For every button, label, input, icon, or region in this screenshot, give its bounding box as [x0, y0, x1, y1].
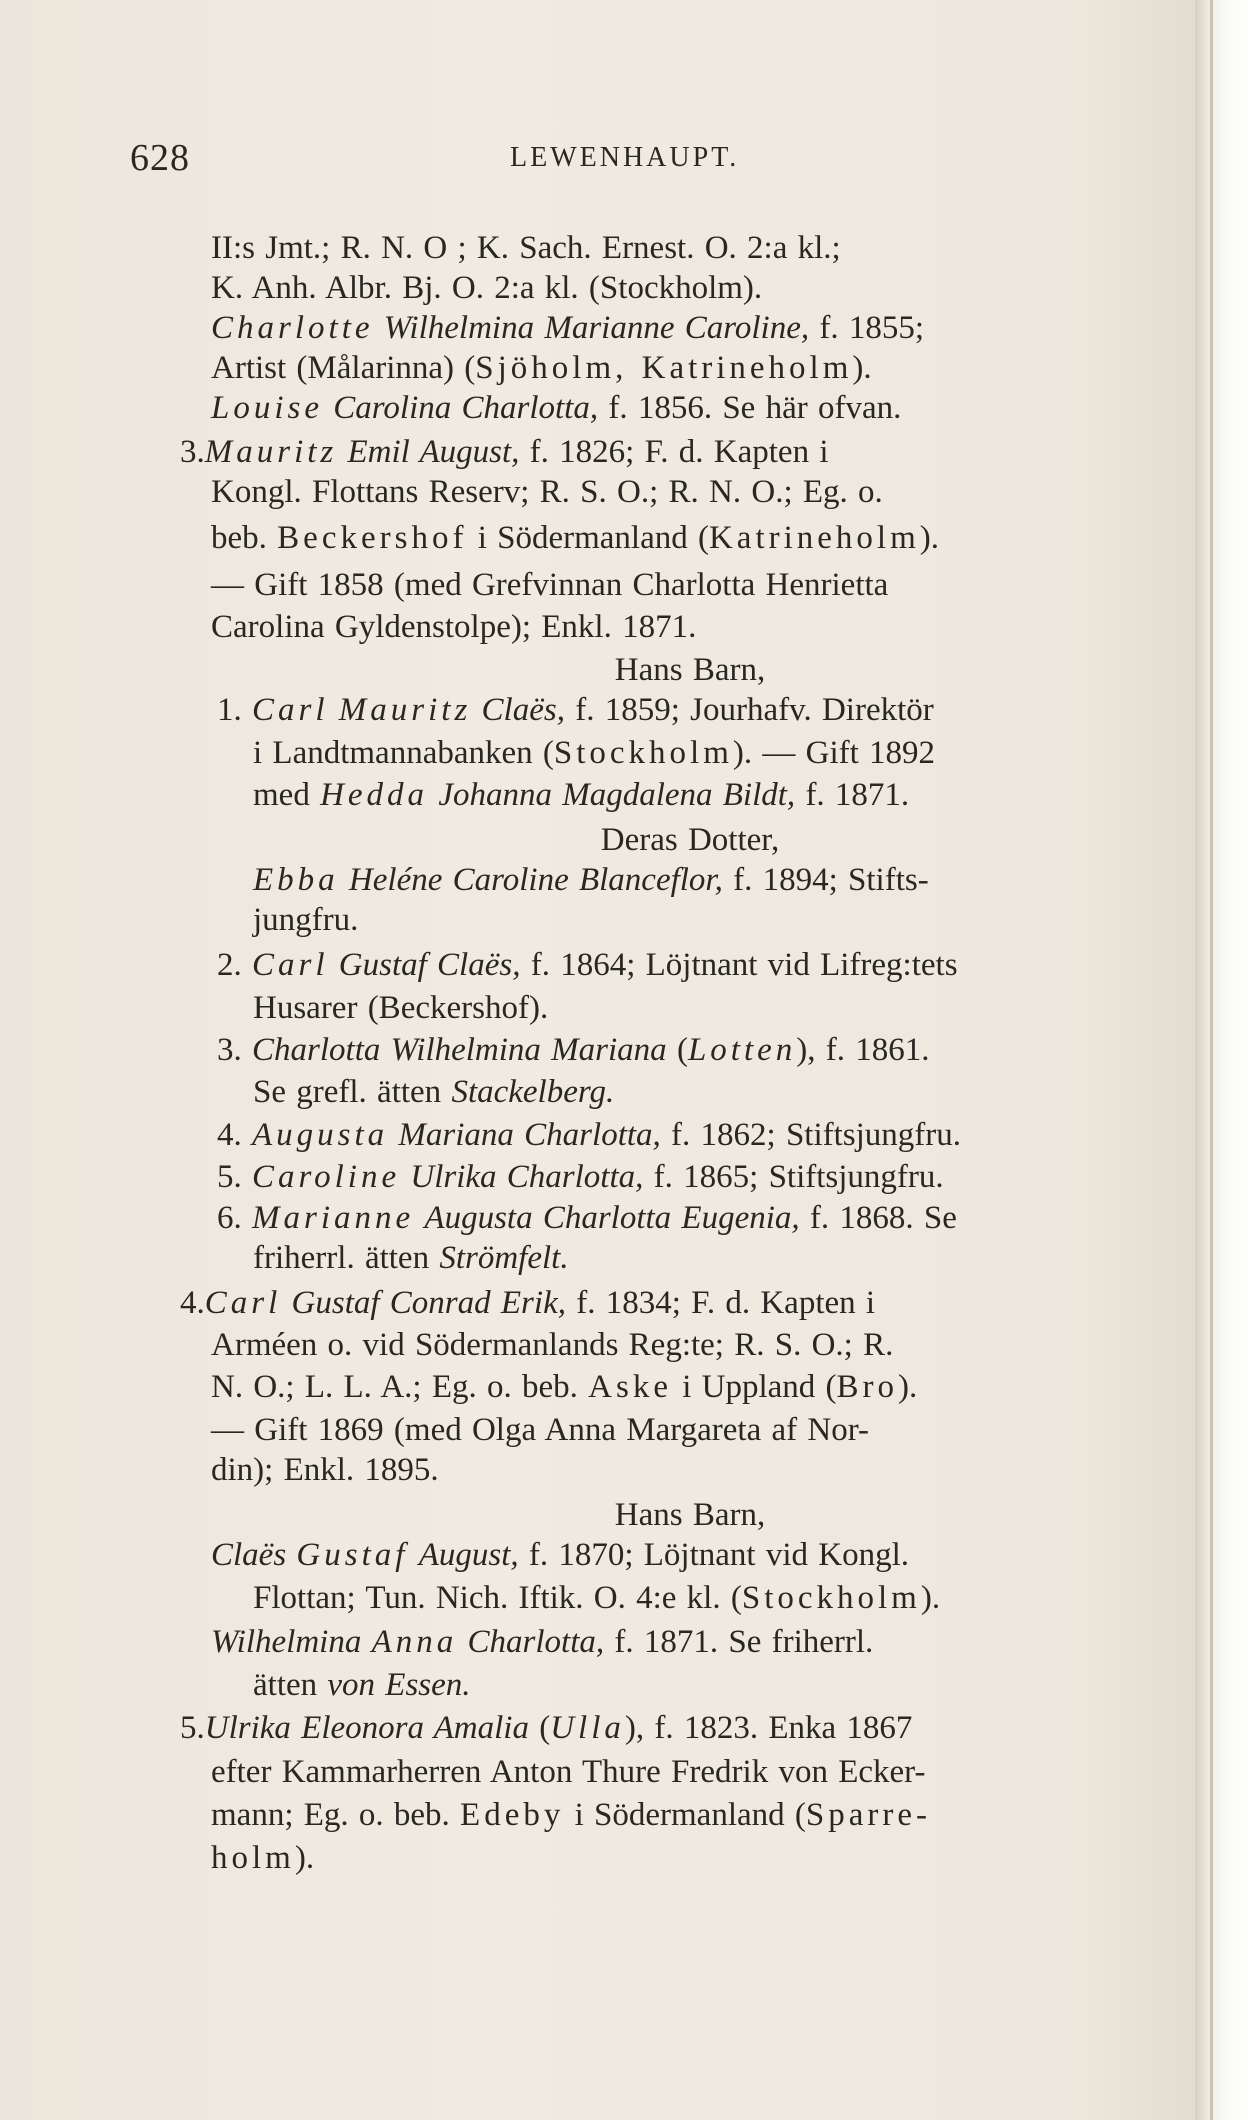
family-ref: Strömfelt. — [439, 1240, 569, 1276]
name-italic: Claës, — [481, 692, 565, 728]
text-line — [211, 228, 841, 268]
name-spaced: Ulla — [550, 1710, 625, 1746]
name-spaced: Hedda — [320, 777, 429, 813]
text-line — [211, 565, 888, 605]
entry-number: 1. — [217, 692, 252, 728]
name-italic: Ulrika Charlotta, — [410, 1159, 644, 1195]
place-spaced: Bro — [836, 1369, 899, 1405]
name-italic: Augusta Charlotta Eugenia, — [424, 1200, 800, 1236]
page-number: 628 — [130, 137, 190, 179]
place-spaced: Stockholm — [553, 735, 733, 771]
text-line — [211, 308, 924, 348]
text-line — [253, 775, 909, 815]
section-heading — [210, 820, 1170, 860]
text-line — [211, 1450, 439, 1490]
name-italic: Wilhelmina Marianne Caroline, — [383, 310, 810, 346]
line-text: ). — [294, 1840, 315, 1876]
text-line — [253, 1578, 940, 1618]
name-spaced: Gustaf — [296, 1537, 409, 1573]
line-text: jungfru. — [253, 902, 359, 938]
name-spaced: Carl — [252, 947, 329, 983]
line-text: N. O.; L. L. A.; Eg. o. beb. — [211, 1369, 589, 1405]
entry-number: 4. — [217, 1117, 252, 1153]
line-text: f. 1894; Stifts- — [722, 862, 929, 898]
line-text: beb. — [211, 520, 278, 556]
running-head: LEWENHAUPT. — [510, 142, 740, 173]
space — [457, 1624, 467, 1660]
name-italic: Wilhelmina — [211, 1624, 362, 1660]
line-text: f. 1864; Löjtnant vid Lifreg:tets — [520, 947, 958, 983]
family-ref: von Essen. — [327, 1667, 471, 1703]
text-line — [180, 432, 829, 472]
space — [323, 390, 333, 426]
line-text: Artist (Målarinna) ( — [211, 350, 476, 386]
space — [339, 862, 349, 898]
text-line — [211, 607, 696, 647]
line-text: Arméen o. vid Södermanlands Reg:te; R. S. O.; R. — [211, 1327, 894, 1363]
section-heading — [210, 650, 1170, 690]
text-line — [180, 1708, 912, 1748]
text-line — [211, 268, 762, 308]
line-text: II:s Jmt.; R. N. O ; K. Sach. Ernest. O. 2:a kl.; — [211, 230, 841, 266]
text-line — [217, 945, 958, 985]
space — [361, 1624, 371, 1660]
entry-number: 3. — [180, 434, 205, 470]
text-line — [211, 518, 939, 558]
text-line — [211, 1752, 925, 1792]
place-spaced: Beckershof — [277, 520, 468, 556]
text-line — [253, 1238, 569, 1278]
space — [408, 1537, 418, 1573]
name-spaced: Augusta — [252, 1117, 389, 1153]
line-text: Kongl. Flottans Reserv; R. S. O.; R. N. O.; Eg. o. — [211, 474, 883, 510]
name-italic: Gustaf Conrad Erik, — [291, 1285, 566, 1321]
space — [388, 1117, 398, 1153]
text-line — [217, 1198, 957, 1238]
line-text: ). — [852, 350, 872, 386]
entry-number: 5. — [180, 1710, 205, 1746]
place-spaced: Sparre- — [805, 1797, 932, 1833]
entry-number: 5. — [217, 1159, 252, 1195]
space — [286, 1537, 296, 1573]
line-text: f. 1871. Se friherrl. — [604, 1624, 874, 1660]
place-spaced: Edeby — [460, 1797, 565, 1833]
line-text: — Gift 1858 (med Grefvinnan Charlotta Henrietta — [211, 567, 889, 603]
name-italic: Ulrika Eleonora Amalia — [204, 1710, 529, 1746]
line-text: f. 1859; Jourhafv. Direktör — [564, 692, 934, 728]
name-italic: Heléne Caroline Blanceflor, — [348, 862, 723, 898]
name-spaced: Ebba — [253, 862, 339, 898]
space — [414, 1200, 424, 1236]
line-text: f. 1862; Stiftsjungfru. — [660, 1117, 962, 1153]
line-text: mann; Eg. o. beb. — [211, 1797, 461, 1833]
space — [281, 1285, 291, 1321]
space — [337, 434, 347, 470]
space — [329, 947, 339, 983]
name-spaced: Charlotte — [211, 310, 374, 346]
entry-number: 4. — [180, 1285, 205, 1321]
book-spine — [1195, 0, 1256, 2120]
name-spaced: Mauritz — [204, 434, 338, 470]
line-text: K. Anh. Albr. Bj. O. 2:a kl. (Stockholm). — [211, 270, 763, 306]
text-line — [211, 1622, 873, 1662]
line-text: f. 1868. Se — [799, 1200, 957, 1236]
text-line — [253, 1665, 471, 1705]
line-text: f. 1856. Se här ofvan. — [598, 390, 902, 426]
name-spaced: Carl — [252, 692, 329, 728]
family-ref: Stackelberg. — [451, 1074, 615, 1110]
name-italic: Mariana Charlotta, — [398, 1117, 661, 1153]
line-text: f. 1855; — [809, 310, 925, 346]
section-heading — [210, 1495, 1170, 1535]
text-line — [211, 1838, 314, 1878]
text-line — [217, 690, 934, 730]
line-text: i Landtmannabanken ( — [253, 735, 554, 771]
name-italic: Charlotta, — [467, 1624, 605, 1660]
entry-number: 6. — [217, 1200, 252, 1236]
line-text: ( — [528, 1710, 551, 1746]
line-text: Carolina Gyldenstolpe); Enkl. 1871. — [211, 609, 697, 645]
line-text: ), f. 1823. Enka 1867 — [624, 1710, 913, 1746]
text-line — [211, 1795, 931, 1835]
line-text: Husarer (Beckershof). — [253, 990, 549, 1026]
line-text: ), f. 1861. — [796, 1032, 930, 1068]
name-spaced: Carl — [204, 1285, 282, 1321]
name-spaced: Mauritz — [338, 692, 472, 728]
line-text: i Södermanland ( — [467, 520, 709, 556]
text-line — [253, 860, 929, 900]
line-text: f. 1865; Stiftsjungfru. — [643, 1159, 944, 1195]
text-line — [211, 1367, 917, 1407]
space — [329, 692, 339, 728]
line-text: Se grefl. ätten — [253, 1074, 452, 1110]
spine-edge — [1210, 0, 1213, 2120]
name-italic: Johanna Magdalena Bildt, — [438, 777, 796, 813]
line-text: Deras Dotter, — [600, 822, 780, 858]
text-line — [253, 988, 548, 1028]
line-text: Hans Barn, — [614, 1497, 766, 1533]
name-spaced: Marianne — [252, 1200, 415, 1236]
text-line — [253, 733, 935, 773]
name-spaced: Anna — [371, 1624, 458, 1660]
line-text: Flottan; Tun. Nich. Iftik. O. 4:e kl. ( — [253, 1580, 742, 1616]
text-line — [211, 1410, 869, 1450]
entry-number: 2. — [217, 947, 252, 983]
text-line — [253, 900, 358, 940]
text-line — [211, 388, 901, 428]
space — [428, 777, 438, 813]
place-spaced: Katrineholm — [708, 520, 920, 556]
name-italic: August, — [418, 1537, 519, 1573]
line-text: ). — [898, 1369, 918, 1405]
name-spaced: Lotten — [687, 1032, 797, 1068]
name-spaced: Louise — [211, 390, 324, 426]
text-line — [211, 472, 883, 512]
entry-number: 3. — [217, 1032, 252, 1068]
space — [374, 310, 384, 346]
line-text: ). — Gift 1892 — [732, 735, 936, 771]
place-spaced: Aske — [588, 1369, 672, 1405]
place-spaced: holm — [211, 1840, 295, 1876]
text-line — [180, 1283, 875, 1323]
place-spaced: Stockholm — [741, 1580, 921, 1616]
line-text: — Gift 1869 (med Olga Anna Margareta af Nor- — [211, 1412, 870, 1448]
text-line — [217, 1030, 930, 1070]
name-italic: Charlotta Wilhelmina Mariana — [252, 1032, 667, 1068]
line-text: din); Enkl. 1895. — [211, 1452, 439, 1488]
space — [400, 1159, 410, 1195]
text-line — [217, 1157, 944, 1197]
line-text: friherrl. ätten — [253, 1240, 440, 1276]
text-line — [253, 1072, 614, 1112]
text-line — [211, 348, 872, 388]
line-text: f. 1870; Löjtnant vid Kongl. — [518, 1537, 909, 1573]
line-text: ). — [920, 1580, 941, 1616]
line-text: f. 1834; F. d. Kapten i — [565, 1285, 876, 1321]
line-text: Hans Barn, — [614, 652, 766, 688]
text-line — [217, 1115, 961, 1155]
line-text: ätten — [253, 1667, 328, 1703]
line-text: ). — [919, 520, 940, 556]
line-text: efter Kammarherren Anton Thure Fredrik von Ecker- — [211, 1754, 926, 1790]
name-italic: Gustaf Claës, — [338, 947, 521, 983]
text-line — [211, 1535, 909, 1575]
place-spaced: Sjöholm, Katrineholm — [475, 350, 853, 386]
line-text: i Uppland ( — [671, 1369, 837, 1405]
line-text: i Södermanland ( — [564, 1797, 806, 1833]
line-text: ( — [666, 1032, 688, 1068]
name-italic: Emil August, — [347, 434, 520, 470]
text-line — [211, 1325, 893, 1365]
line-text: f. 1826; F. d. Kapten i — [519, 434, 829, 470]
space — [471, 692, 481, 728]
name-spaced: Caroline — [252, 1159, 401, 1195]
name-italic: Carolina Charlotta, — [333, 390, 599, 426]
line-text: f. 1871. — [795, 777, 910, 813]
name-italic: Claës — [211, 1537, 287, 1573]
line-text: med — [253, 777, 321, 813]
